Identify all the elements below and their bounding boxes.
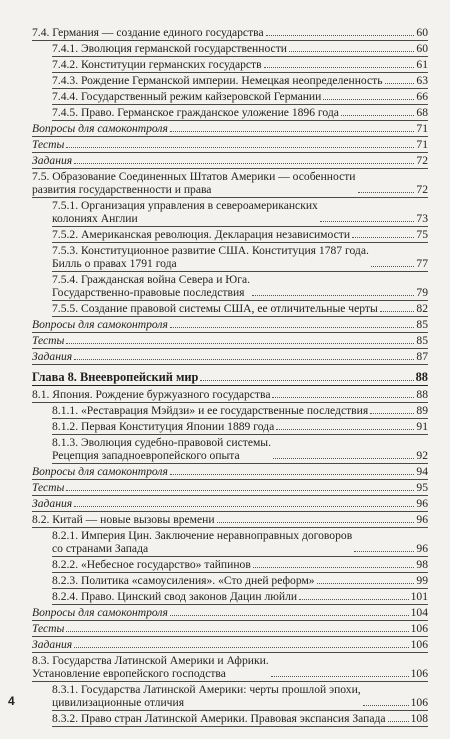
- toc-entry-page: 99: [416, 574, 428, 587]
- toc-entry: [32, 154, 428, 167]
- dot-leader: [266, 35, 415, 36]
- toc-entry-title: 8.1. Япония. Рождение буржуазного государства: [32, 388, 271, 401]
- dot-leader: [170, 615, 409, 616]
- toc-entry-page: 77: [416, 257, 428, 270]
- toc-entry-title: Вопросы для самоконтроля: [32, 606, 168, 619]
- toc-entry: [32, 712, 428, 725]
- toc-entry-page: 88: [415, 370, 428, 384]
- dot-leader: [74, 359, 414, 360]
- toc-entry-page: 101: [410, 590, 428, 603]
- toc-entry-title: Задания: [32, 638, 73, 651]
- toc-entry-title: 7.4.2. Конституции германских государств: [52, 58, 262, 71]
- dot-leader: [66, 343, 414, 344]
- toc-entry-page: 106: [410, 638, 428, 651]
- toc-entry-title: Задания: [32, 350, 73, 363]
- toc-entry: [32, 244, 428, 270]
- dot-leader: [200, 380, 413, 381]
- toc-entry: [32, 106, 428, 119]
- toc-entry-page: 88: [416, 388, 428, 401]
- dot-leader: [341, 115, 415, 116]
- toc-entry: [32, 350, 428, 363]
- toc-entry: [32, 42, 428, 55]
- toc-entry-page: 79: [416, 286, 428, 299]
- toc-entry: [32, 497, 428, 510]
- dot-leader: [217, 522, 415, 523]
- toc-entry-title: Вопросы для самоконтроля: [32, 122, 168, 135]
- toc-entry: [32, 622, 428, 635]
- toc-entry: [32, 513, 428, 526]
- toc-entry: [32, 420, 428, 433]
- dot-leader: [271, 676, 409, 677]
- toc-entry-page: 73: [416, 212, 428, 225]
- dot-leader: [320, 221, 415, 222]
- toc-entry-page: 61: [416, 58, 428, 71]
- toc-entry-page: 106: [410, 696, 428, 709]
- toc-entry-title: 8.1.2. Первая Конституция Японии 1889 года: [52, 420, 275, 433]
- dot-leader: [66, 147, 414, 148]
- toc-entry: [32, 302, 428, 315]
- toc-entry: [32, 371, 428, 384]
- toc-entry: [32, 273, 428, 299]
- toc-entry-title: 8.3.1. Государства Латинской Америки: черты прошлой эпохи, цивилизационные отличия: [52, 683, 361, 709]
- toc-entry-title: 8.3.2. Право стран Латинской Америки. Правовая экспансия Запада: [52, 712, 386, 725]
- table-of-contents: [32, 26, 428, 728]
- toc-entry-title: 7.4.4. Государственный режим кайзеровской Германии: [52, 90, 322, 103]
- toc-entry-title: Вопросы для самоконтроля: [32, 318, 168, 331]
- dot-leader: [388, 721, 409, 722]
- toc-entry-title: 7.5. Образование Соединенных Штатов Америки — особенности развития государственности и права: [32, 170, 356, 196]
- toc-entry-page: 85: [416, 334, 428, 347]
- dot-leader: [371, 266, 415, 267]
- dot-leader: [66, 490, 414, 491]
- toc-entry: [32, 318, 428, 331]
- toc-entry-title: 8.2.3. Политика «самоусиления». «Сто дней реформ»: [52, 574, 315, 587]
- toc-entry-title: Тесты: [32, 334, 65, 347]
- dot-leader: [363, 705, 409, 706]
- dot-leader: [252, 295, 414, 296]
- dot-leader: [276, 429, 414, 430]
- toc-entry-title: 8.2.1. Империя Цин. Заключение неравноправных договоров со странами Запада: [52, 529, 353, 555]
- toc-entry: [32, 138, 428, 151]
- toc-entry: [32, 90, 428, 103]
- toc-entry-page: 96: [416, 542, 428, 555]
- toc-entry-page: 85: [416, 318, 428, 331]
- toc-entry-title: Тесты: [32, 138, 65, 151]
- dot-leader: [370, 413, 414, 414]
- toc-entry-title: Глава 8. Внеевропейский мир: [32, 370, 199, 384]
- toc-entry-page: 104: [410, 606, 428, 619]
- toc-entry: [32, 404, 428, 417]
- toc-entry-title: 8.3. Государства Латинской Америки и Африки. Установление европейского господства: [32, 654, 269, 680]
- toc-entry: [32, 199, 428, 225]
- toc-entry-title: 8.1.1. «Реставрация Мэйдзи» и ее государственные последствия: [52, 404, 369, 417]
- dot-leader: [352, 237, 414, 238]
- toc-entry-page: 75: [416, 228, 428, 241]
- toc-entry-page: 82: [416, 302, 428, 315]
- toc-entry-page: 96: [416, 497, 428, 510]
- dot-leader: [170, 327, 415, 328]
- toc-entry-page: 92: [416, 449, 428, 462]
- dot-leader: [323, 99, 414, 100]
- toc-entry: [32, 170, 428, 196]
- dot-leader: [289, 51, 414, 52]
- toc-entry: [32, 638, 428, 651]
- dot-leader: [380, 311, 415, 312]
- toc-entry-title: Вопросы для самоконтроля: [32, 465, 168, 478]
- dot-leader: [74, 647, 408, 648]
- toc-entry: [32, 529, 428, 555]
- toc-entry-page: 106: [410, 622, 428, 635]
- toc-entry: [32, 334, 428, 347]
- dot-leader: [354, 551, 414, 552]
- dot-leader: [74, 163, 414, 164]
- toc-entry-title: Тесты: [32, 622, 65, 635]
- toc-entry-title: 7.5.4. Гражданская война Севера и Юга. Государственно-правовые последствия: [52, 273, 251, 299]
- toc-entry-title: 7.4.5. Право. Германское гражданское уложение 1896 года: [52, 106, 339, 119]
- toc-entry: [32, 558, 428, 571]
- toc-entry: [32, 606, 428, 619]
- toc-entry-title: 8.2. Китай — новые вызовы времени: [32, 513, 215, 526]
- toc-entry-title: 7.4.3. Рождение Германской империи. Немецкая неопределенность: [52, 74, 383, 87]
- dot-leader: [299, 599, 409, 600]
- toc-entry: [32, 228, 428, 241]
- toc-entry-title: 8.1.3. Эволюция судебно-правовой системы. Рецепция западноевропейского опыта: [52, 436, 271, 462]
- toc-entry-title: 7.5.5. Создание правовой системы США, ее отличительные черты: [52, 302, 378, 315]
- dot-leader: [317, 583, 415, 584]
- toc-entry-title: Задания: [32, 154, 73, 167]
- toc-entry-title: 7.5.3. Конституционное развитие США. Конституция 1787 года. Билль о правах 1791 года: [52, 244, 369, 270]
- toc-entry-page: 106: [410, 667, 428, 680]
- toc-entry-title: 7.5.2. Американская революция. Декларация независимости: [52, 228, 351, 241]
- dot-leader: [170, 474, 415, 475]
- toc-entry-page: 87: [416, 350, 428, 363]
- toc-entry-page: 60: [416, 42, 428, 55]
- toc-entry: [32, 58, 428, 71]
- toc-entry-page: 96: [416, 513, 428, 526]
- toc-entry: [32, 436, 428, 462]
- page-number: 4: [8, 694, 15, 708]
- toc-entry-page: 98: [416, 558, 428, 571]
- toc-entry: [32, 590, 428, 603]
- toc-entry-title: Задания: [32, 497, 73, 510]
- toc-entry-page: 72: [416, 183, 428, 196]
- toc-entry-page: 71: [416, 138, 428, 151]
- toc-entry: [32, 26, 428, 39]
- toc-entry: [32, 683, 428, 709]
- toc-entry: [32, 481, 428, 494]
- toc-entry-page: 63: [416, 74, 428, 87]
- toc-entry-page: 94: [416, 465, 428, 478]
- dot-leader: [264, 67, 415, 68]
- toc-entry-page: 72: [416, 154, 428, 167]
- toc-entry: [32, 465, 428, 478]
- toc-entry-title: Тесты: [32, 481, 65, 494]
- toc-entry-page: 60: [416, 26, 428, 39]
- toc-entry-page: 108: [410, 712, 428, 725]
- toc-entry: [32, 122, 428, 135]
- dot-leader: [385, 83, 415, 84]
- toc-entry: [32, 574, 428, 587]
- toc-entry-title: 7.4. Германия — создание единого государства: [32, 26, 264, 39]
- toc-entry-title: 7.4.1. Эволюция германской государственности: [52, 42, 287, 55]
- toc-entry-page: 71: [416, 122, 428, 135]
- dot-leader: [170, 131, 415, 132]
- dot-leader: [74, 506, 414, 507]
- dot-leader: [273, 458, 414, 459]
- toc-entry-page: 91: [416, 420, 428, 433]
- dot-leader: [358, 192, 415, 193]
- toc-entry: [32, 654, 428, 680]
- dot-leader: [66, 631, 408, 632]
- toc-entry-title: 7.5.1. Организация управления в североамериканских колониях Англии: [52, 199, 318, 225]
- toc-entry-page: 95: [416, 481, 428, 494]
- dot-leader: [272, 397, 414, 398]
- toc-entry-title: 8.2.2. «Небесное государство» тайпинов: [52, 558, 251, 571]
- toc-entry-page: 68: [416, 106, 428, 119]
- toc-entry-page: 89: [416, 404, 428, 417]
- toc-entry: [32, 388, 428, 401]
- toc-entry-page: 66: [416, 90, 428, 103]
- dot-leader: [253, 567, 415, 568]
- toc-entry: [32, 74, 428, 87]
- toc-entry-title: 8.2.4. Право. Цинский свод законов Дацин люйли: [52, 590, 298, 603]
